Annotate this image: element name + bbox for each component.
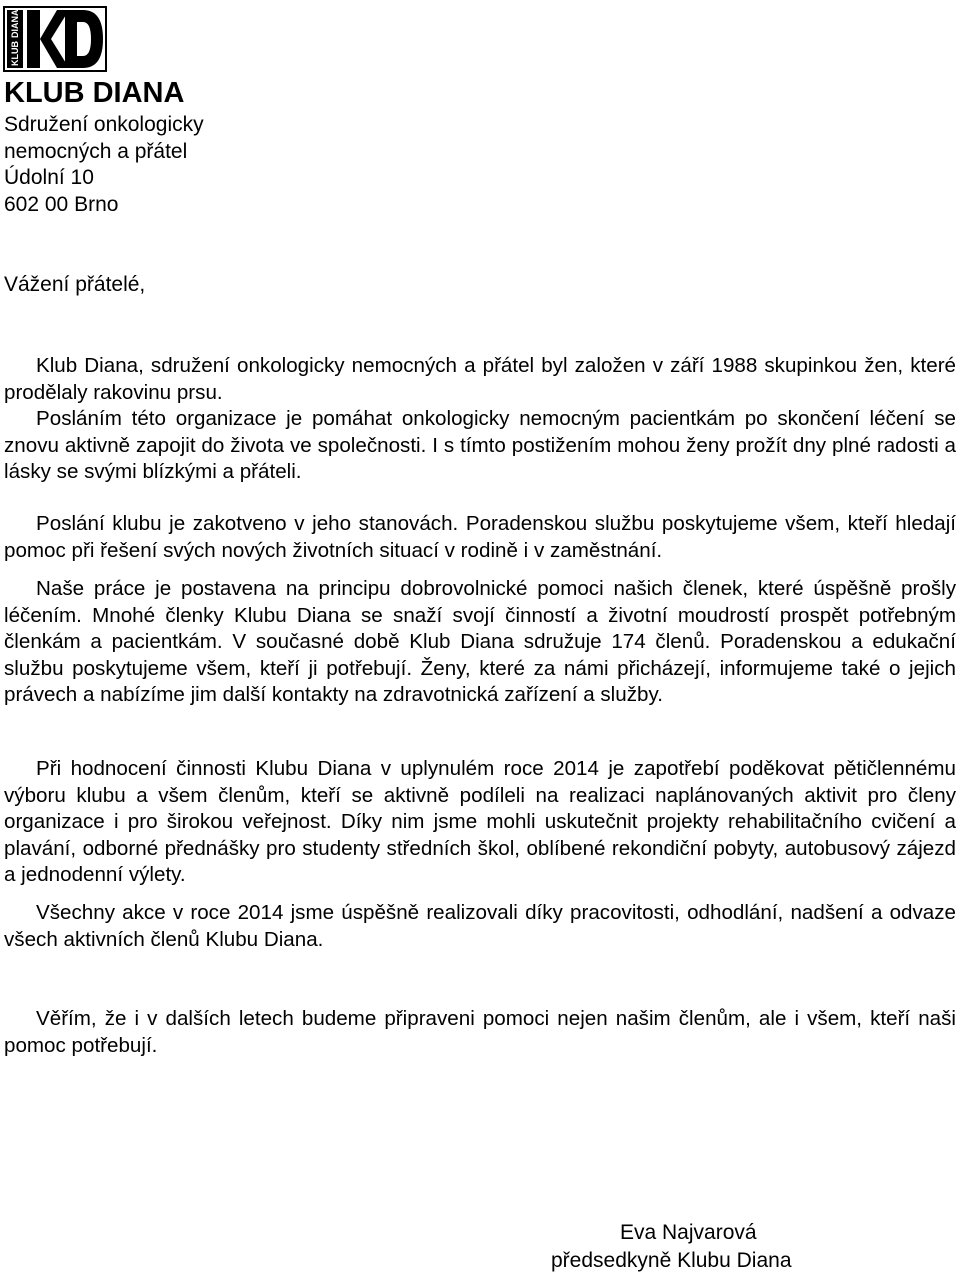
paragraph-5 [4,900,956,953]
signatory-name: Eva Najvarová [620,1221,757,1244]
paragraph-3-text: Naše práce je postavena na principu dobrovolnické pomoci našich členek, které úspěšně prošly léčením. Mnohé členky Klubu Diana se snaží svojí činností a životní moudrostí prospět potřebným členkám a pacientkám. V současné době Klub Diana sdružuje 174 členů. Poradenskou a edukační službu poskytujeme všem, kteří ji potřebují. Ženy, které za námi přicházejí, informujeme také o jejich právech a nabízíme jim další kontakty na zdravotnická zařízení a služby. [4,577,956,706]
logo-text-diana: DIANA [10,9,20,38]
paragraph-1a [4,353,956,406]
paragraph-6-text: Věřím, že i v dalších letech budeme připraveni pomoci nejen našim členům, ale i všem, kteří naši pomoc potřebují. [4,1007,956,1057]
signatory-title: předsedkyně Klubu Diana [551,1249,792,1272]
paragraph-3 [4,576,956,709]
paragraph-4 [4,756,956,889]
sender-address-block [4,74,404,218]
logo-text-klub: KLUB [10,41,20,66]
address-street: Údolní 10 [4,166,94,189]
salutation: Vážení přátelé, [4,273,146,296]
paragraph-1b [4,406,956,486]
paragraph-4-text: Při hodnocení činnosti Klubu Diana v uplynulém roce 2014 je zapotřebí poděkovat pětičlennému výboru klubu a všem členům, kteří se aktivně podíleli na realizaci naplánovaných aktivit pro členy organizace i pro širokou veřejnost. Díky nim jsme mohli uskutečnit projekty rehabilitačního cvičení a plavání, odborné přednášky pro studenty středních škol, oblíbené rekondiční pobyty, autobusový zájezd a jednodenní výlety. [4,757,956,886]
paragraph-1b-text: Posláním této organizace je pomáhat onkologicky nemocným pacientkám po skončení léčení se znovu aktivně zapojit do života ve společnosti. I s tímto postižením mohou ženy prožít dny plné radosti a lásky se svými blízkými a přáteli. [4,407,956,483]
address-city: 602 00 Brno [4,192,119,216]
paragraph-5-text: Všechny akce v roce 2014 jsme úspěšně realizovali díky pracovitosti, odhodlání, nadšení a odvaze všech aktivních členů Klubu Diana. [4,901,956,951]
paragraph-2-text: Poslání klubu je zakotveno v jeho stanovách. Poradenskou službu poskytujeme všem, kteří hledají pomoc při řešení svých nových životních situací v rodině i v zaměstnání. [4,512,956,562]
organization-subtitle-line2: nemocných a přátel [4,139,188,163]
signature-block [551,1219,851,1275]
paragraph-2 [4,511,956,564]
organization-subtitle-line1: Sdružení onkologicky [4,113,204,136]
paragraph-1a-text: Klub Diana, sdružení onkologicky nemocných a přátel byl založen v září 1988 skupinkou žen, které prodělaly rakovinu prsu. [4,354,956,404]
organization-name: KLUB DIANA [4,77,185,109]
paragraph-1 [4,353,956,486]
paragraph-6 [4,1006,956,1059]
klub-diana-logo [3,6,107,72]
